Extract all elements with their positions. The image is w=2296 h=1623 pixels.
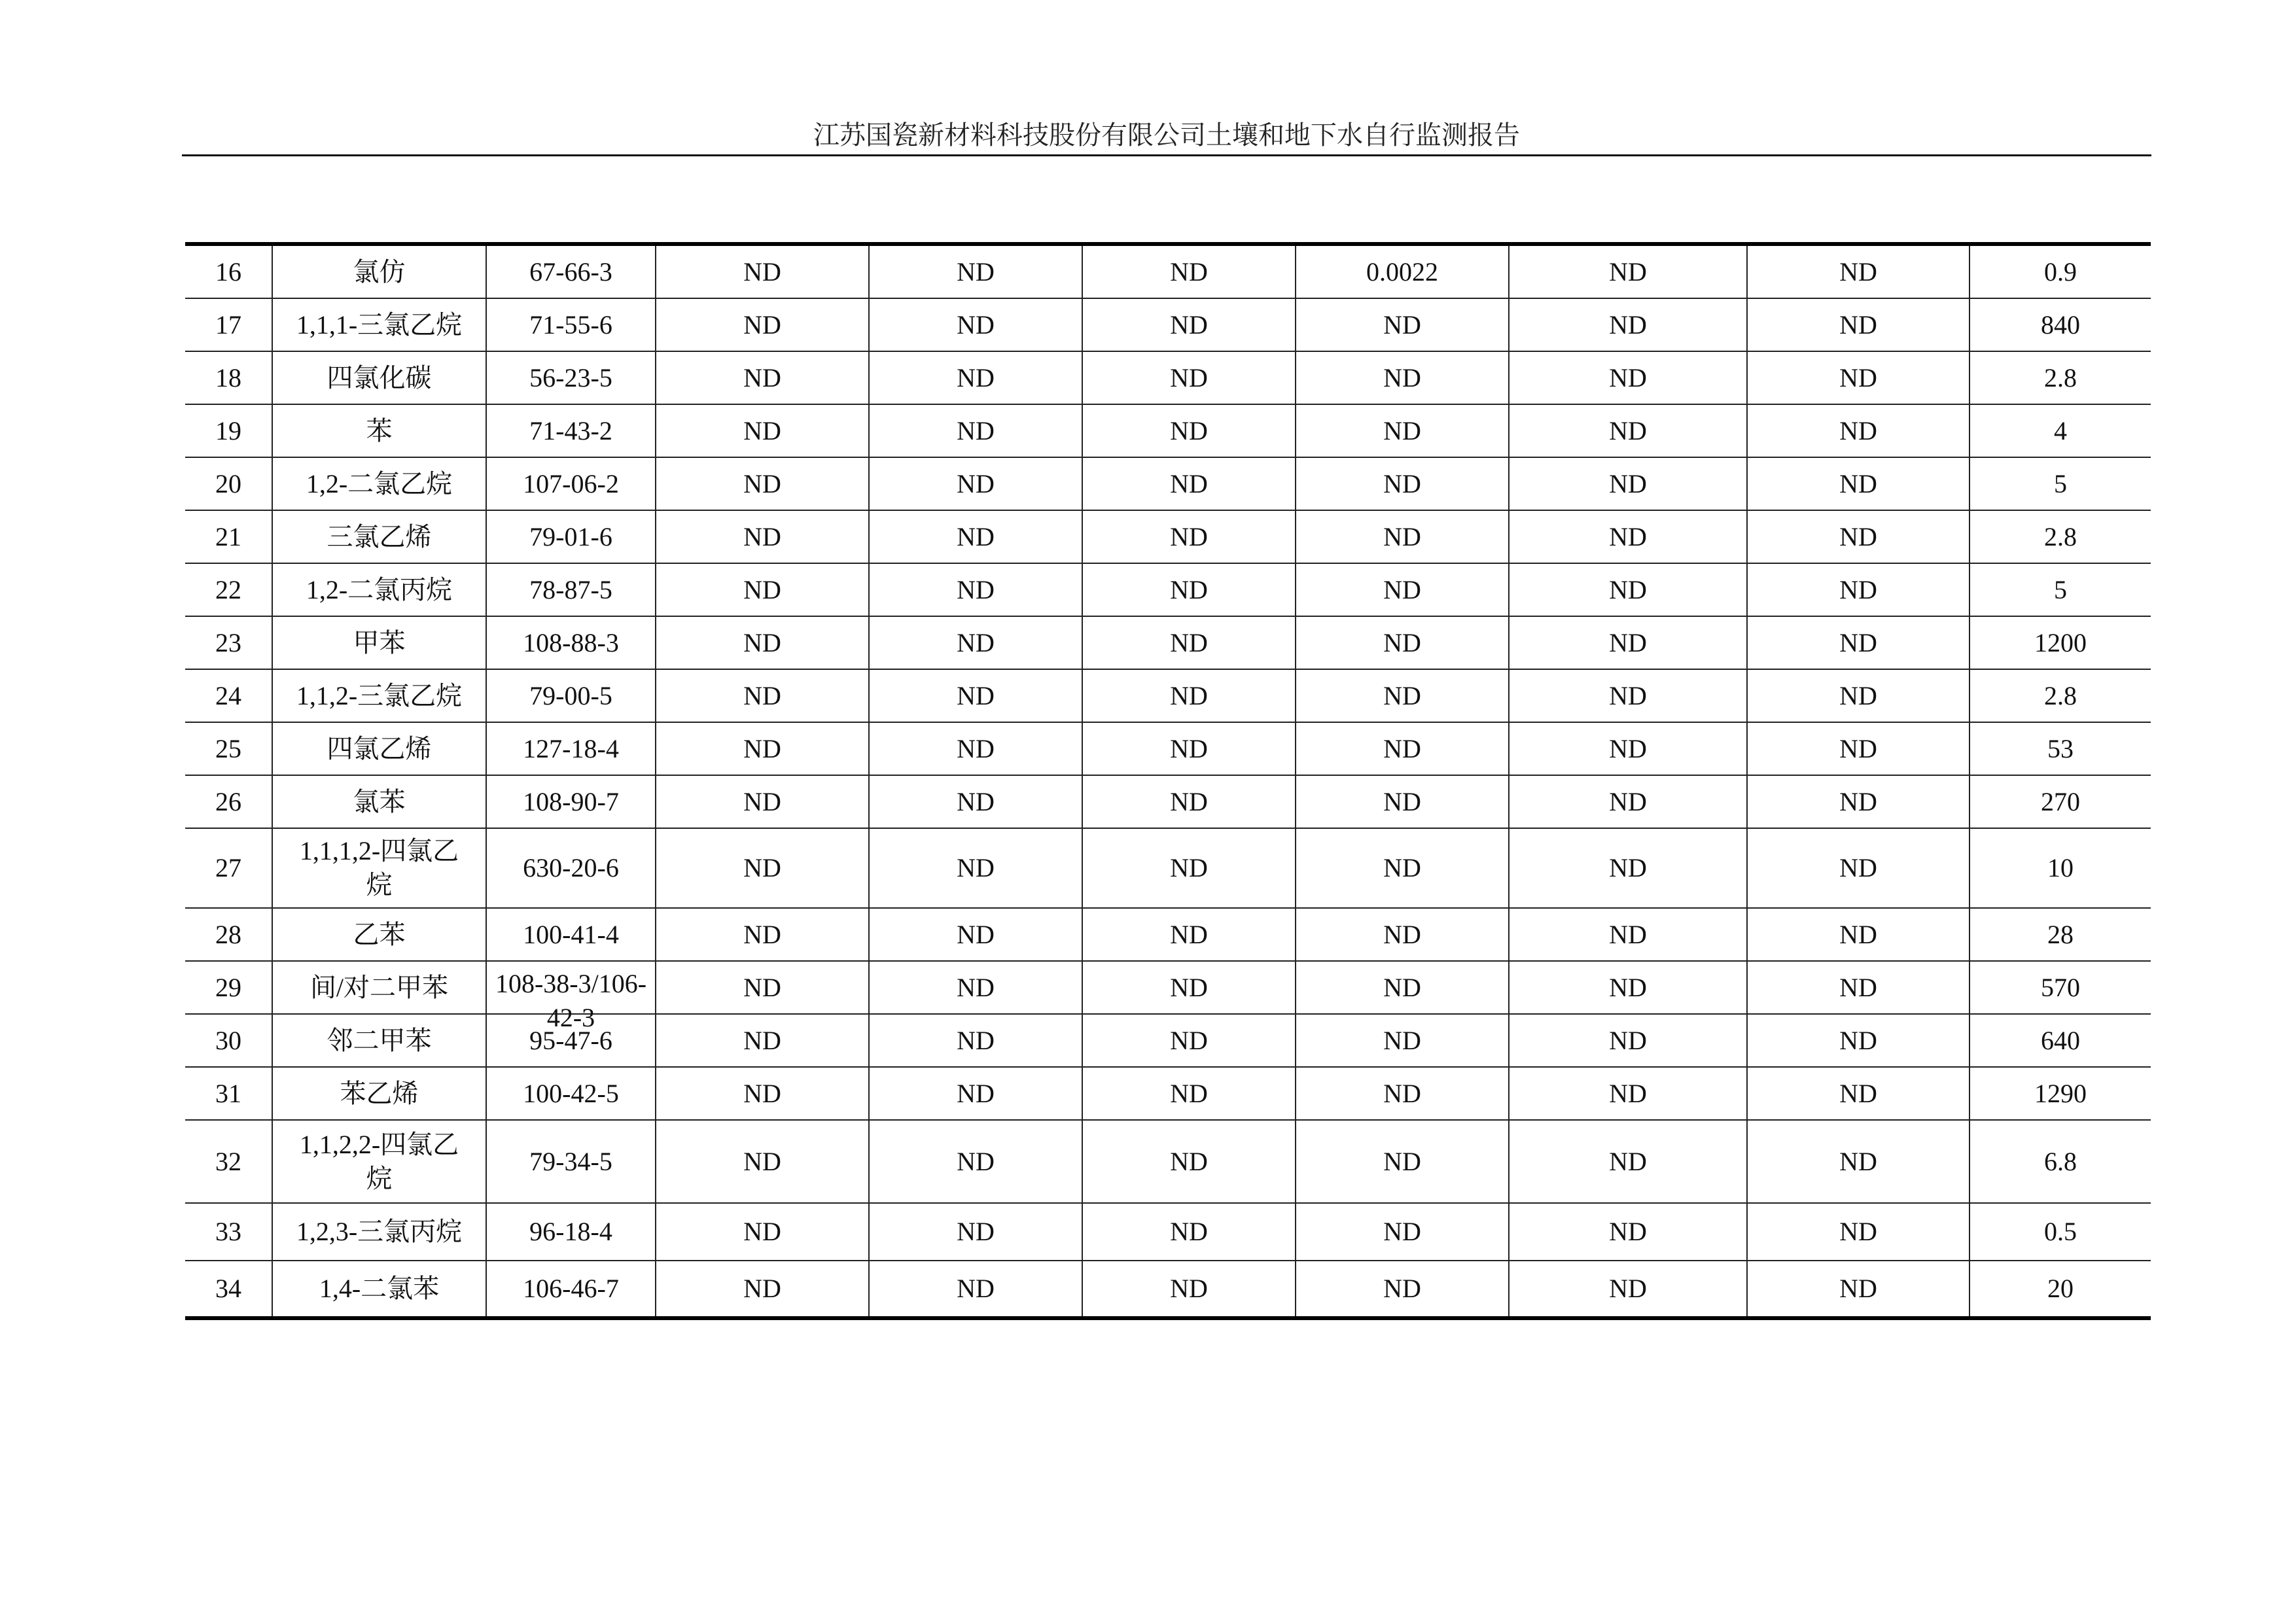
sample-value: ND xyxy=(1747,404,1969,457)
sample-value: ND xyxy=(869,1203,1082,1261)
pollutant-name-line: 烷 xyxy=(366,1163,393,1193)
sample-value: ND xyxy=(1082,351,1296,404)
pollutant-name: 邻二甲苯 xyxy=(272,1014,486,1067)
table-row xyxy=(185,510,2151,563)
sample-value: ND xyxy=(1296,1203,1509,1261)
pollutant-name: 1,1,2-三氯乙烷 xyxy=(272,669,486,722)
sample-value: ND xyxy=(656,244,869,298)
table-row xyxy=(185,351,2151,404)
table-row xyxy=(185,1261,2151,1318)
sample-value: ND xyxy=(1296,1014,1509,1067)
pollutant-name-line: 1,1,2,2-四氯乙 xyxy=(299,1129,459,1159)
sample-value: ND xyxy=(656,828,869,908)
sample-value: ND xyxy=(1509,510,1747,563)
cas-number: 100-41-4 xyxy=(486,908,656,961)
sample-value: ND xyxy=(1296,828,1509,908)
standard-limit: 1200 xyxy=(1969,616,2151,669)
standard-limit: 2.8 xyxy=(1969,351,2151,404)
pollutant-name: 苯乙烯 xyxy=(272,1067,486,1120)
standard-limit: 570 xyxy=(1969,961,2151,1014)
cas-number: 106-46-7 xyxy=(486,1261,656,1318)
cas-number: 96-18-4 xyxy=(486,1203,656,1261)
cas-number: 56-23-5 xyxy=(486,351,656,404)
table-row xyxy=(185,298,2151,351)
pollutant-name: 四氯化碳 xyxy=(272,351,486,404)
sample-value: ND xyxy=(1296,908,1509,961)
sample-value: ND xyxy=(869,669,1082,722)
cas-number: 108-88-3 xyxy=(486,616,656,669)
cas-number: 79-34-5 xyxy=(486,1120,656,1203)
sample-value: 0.0022 xyxy=(1296,244,1509,298)
sample-value: ND xyxy=(869,457,1082,510)
row-number: 27 xyxy=(185,828,272,908)
table-row xyxy=(185,1120,2151,1203)
sample-value: ND xyxy=(1509,616,1747,669)
sample-value: ND xyxy=(1082,775,1296,828)
cas-number: 630-20-6 xyxy=(486,828,656,908)
sample-value: ND xyxy=(869,404,1082,457)
sample-value: ND xyxy=(1082,722,1296,775)
sample-value: ND xyxy=(1296,1120,1509,1203)
sample-value: ND xyxy=(869,908,1082,961)
sample-value: ND xyxy=(1747,298,1969,351)
sample-value: ND xyxy=(1509,298,1747,351)
sample-value: ND xyxy=(656,1261,869,1318)
cas-number: 79-01-6 xyxy=(486,510,656,563)
sample-value: ND xyxy=(656,404,869,457)
sample-value: ND xyxy=(656,298,869,351)
sample-value: ND xyxy=(1509,1120,1747,1203)
sample-value: ND xyxy=(1747,563,1969,616)
row-number: 23 xyxy=(185,616,272,669)
sample-value: ND xyxy=(1747,510,1969,563)
sample-value: ND xyxy=(1509,1203,1747,1261)
sample-value: ND xyxy=(1747,1120,1969,1203)
sample-value: ND xyxy=(869,1014,1082,1067)
table-row xyxy=(185,1203,2151,1261)
sample-value: ND xyxy=(1296,351,1509,404)
sample-value: ND xyxy=(869,722,1082,775)
sample-value: ND xyxy=(656,616,869,669)
sample-value: ND xyxy=(1747,616,1969,669)
table-row xyxy=(185,961,2151,1014)
table-row xyxy=(185,404,2151,457)
table-row xyxy=(185,669,2151,722)
sample-value: ND xyxy=(656,1120,869,1203)
sample-value: ND xyxy=(869,616,1082,669)
pollutant-name: 氯苯 xyxy=(272,775,486,828)
sample-value: ND xyxy=(1082,616,1296,669)
table-row xyxy=(185,775,2151,828)
sample-value: ND xyxy=(869,351,1082,404)
cas-number: 95-47-6 xyxy=(486,1014,656,1067)
standard-limit: 270 xyxy=(1969,775,2151,828)
sample-value: ND xyxy=(1747,244,1969,298)
table-row xyxy=(185,457,2151,510)
cas-number-text: 108-38-3/106-42-3 xyxy=(495,969,647,1032)
sample-value: ND xyxy=(1082,908,1296,961)
sample-value: ND xyxy=(1747,1067,1969,1120)
sample-value: ND xyxy=(1296,457,1509,510)
sample-value: ND xyxy=(1509,908,1747,961)
sample-value: ND xyxy=(1509,1261,1747,1318)
sample-value: ND xyxy=(1296,1067,1509,1120)
sample-value: ND xyxy=(1509,1067,1747,1120)
sample-value: ND xyxy=(656,1203,869,1261)
sample-value: ND xyxy=(1082,244,1296,298)
standard-limit: 10 xyxy=(1969,828,2151,908)
sample-value: ND xyxy=(1082,1261,1296,1318)
sample-value: ND xyxy=(1747,722,1969,775)
row-number: 16 xyxy=(185,244,272,298)
sample-value: ND xyxy=(1296,722,1509,775)
sample-value: ND xyxy=(656,908,869,961)
sample-value: ND xyxy=(656,961,869,1014)
pollutant-name: 1,1,1-三氯乙烷 xyxy=(272,298,486,351)
row-number: 33 xyxy=(185,1203,272,1261)
sample-value: ND xyxy=(1509,1014,1747,1067)
sample-value: ND xyxy=(1747,1261,1969,1318)
standard-limit: 640 xyxy=(1969,1014,2151,1067)
row-number: 28 xyxy=(185,908,272,961)
table-row xyxy=(185,908,2151,961)
table-row xyxy=(185,1067,2151,1120)
sample-value: ND xyxy=(1509,669,1747,722)
cas-number: 107-06-2 xyxy=(486,457,656,510)
pollutant-name: 三氯乙烯 xyxy=(272,510,486,563)
table-row xyxy=(185,563,2151,616)
sample-value: ND xyxy=(869,510,1082,563)
sample-value: ND xyxy=(656,722,869,775)
sample-value: ND xyxy=(1747,1014,1969,1067)
sample-value: ND xyxy=(1296,669,1509,722)
sample-value: ND xyxy=(1509,404,1747,457)
sample-value: ND xyxy=(869,828,1082,908)
pollutant-name: 甲苯 xyxy=(272,616,486,669)
cas-number xyxy=(486,961,656,1032)
sample-value: ND xyxy=(656,563,869,616)
standard-limit: 0.5 xyxy=(1969,1203,2151,1261)
sample-value: ND xyxy=(1082,1120,1296,1203)
table-row xyxy=(185,616,2151,669)
row-number: 29 xyxy=(185,961,272,1014)
sample-value: ND xyxy=(1296,961,1509,1014)
sample-value: ND xyxy=(1747,669,1969,722)
sample-value: ND xyxy=(869,298,1082,351)
row-number: 25 xyxy=(185,722,272,775)
sample-value: ND xyxy=(1082,1203,1296,1261)
sample-value: ND xyxy=(1082,828,1296,908)
row-number: 21 xyxy=(185,510,272,563)
table-row xyxy=(185,244,2151,298)
standard-limit: 1290 xyxy=(1969,1067,2151,1120)
sample-value: ND xyxy=(869,1261,1082,1318)
cas-number: 108-90-7 xyxy=(486,775,656,828)
table-row xyxy=(185,722,2151,775)
sample-value: ND xyxy=(1296,616,1509,669)
row-number: 19 xyxy=(185,404,272,457)
pollutant-name: 1,2,3-三氯丙烷 xyxy=(272,1203,486,1261)
standard-limit: 53 xyxy=(1969,722,2151,775)
sample-value: ND xyxy=(656,510,869,563)
sample-value: ND xyxy=(1747,908,1969,961)
sample-value: ND xyxy=(1747,351,1969,404)
sample-value: ND xyxy=(1747,457,1969,510)
standard-limit: 2.8 xyxy=(1969,510,2151,563)
cas-number: 100-42-5 xyxy=(486,1067,656,1120)
sample-value: ND xyxy=(869,563,1082,616)
pollutant-name: 1,2-二氯丙烷 xyxy=(272,563,486,616)
row-number: 26 xyxy=(185,775,272,828)
standard-limit: 20 xyxy=(1969,1261,2151,1318)
row-number: 32 xyxy=(185,1120,272,1203)
cas-number: 67-66-3 xyxy=(486,244,656,298)
pollutant-name: 苯 xyxy=(272,404,486,457)
sample-value: ND xyxy=(1296,563,1509,616)
sample-value: ND xyxy=(1082,1067,1296,1120)
sample-value: ND xyxy=(869,961,1082,1014)
row-number: 22 xyxy=(185,563,272,616)
pollutant-name-line: 1,1,1,2-四氯乙 xyxy=(299,836,459,865)
standard-limit: 840 xyxy=(1969,298,2151,351)
pollutant-name: 氯仿 xyxy=(272,244,486,298)
pollutant-name: 1,4-二氯苯 xyxy=(272,1261,486,1318)
sample-value: ND xyxy=(656,351,869,404)
sample-value: ND xyxy=(1082,298,1296,351)
sample-value: ND xyxy=(1082,404,1296,457)
cas-number: 127-18-4 xyxy=(486,722,656,775)
table-row xyxy=(185,828,2151,908)
monitoring-results-table xyxy=(185,242,2151,1320)
sample-value: ND xyxy=(869,1120,1082,1203)
row-number: 20 xyxy=(185,457,272,510)
sample-value: ND xyxy=(1747,775,1969,828)
sample-value: ND xyxy=(1509,563,1747,616)
standard-limit: 28 xyxy=(1969,908,2151,961)
sample-value: ND xyxy=(1082,563,1296,616)
sample-value: ND xyxy=(1082,669,1296,722)
sample-value: ND xyxy=(1082,1014,1296,1067)
sample-value: ND xyxy=(1082,457,1296,510)
pollutant-name-line: 烷 xyxy=(366,870,393,899)
row-number: 17 xyxy=(185,298,272,351)
sample-value: ND xyxy=(656,669,869,722)
pollutant-name: 四氯乙烯 xyxy=(272,722,486,775)
pollutant-name xyxy=(272,828,486,908)
sample-value: ND xyxy=(1509,244,1747,298)
sample-value: ND xyxy=(1509,828,1747,908)
sample-value: ND xyxy=(1509,961,1747,1014)
sample-value: ND xyxy=(1296,775,1509,828)
pollutant-name: 1,2-二氯乙烷 xyxy=(272,457,486,510)
standard-limit: 0.9 xyxy=(1969,244,2151,298)
sample-value: ND xyxy=(656,457,869,510)
header-divider xyxy=(182,154,2151,156)
row-number: 24 xyxy=(185,669,272,722)
standard-limit: 6.8 xyxy=(1969,1120,2151,1203)
sample-value: ND xyxy=(1747,961,1969,1014)
pollutant-name xyxy=(272,1120,486,1203)
page-header-title: 江苏国瓷新材料科技股份有限公司土壤和地下水自行监测报告 xyxy=(813,120,1520,150)
pollutant-name: 乙苯 xyxy=(272,908,486,961)
sample-value: ND xyxy=(869,244,1082,298)
sample-value: ND xyxy=(1747,828,1969,908)
sample-value: ND xyxy=(1509,722,1747,775)
sample-value: ND xyxy=(1296,298,1509,351)
row-number: 18 xyxy=(185,351,272,404)
sample-value: ND xyxy=(869,1067,1082,1120)
row-number: 34 xyxy=(185,1261,272,1318)
standard-limit: 5 xyxy=(1969,563,2151,616)
sample-value: ND xyxy=(1296,510,1509,563)
standard-limit: 4 xyxy=(1969,404,2151,457)
sample-value: ND xyxy=(656,775,869,828)
cas-number: 71-55-6 xyxy=(486,298,656,351)
sample-value: ND xyxy=(1509,775,1747,828)
table-row xyxy=(185,1014,2151,1067)
sample-value: ND xyxy=(656,1067,869,1120)
standard-limit: 5 xyxy=(1969,457,2151,510)
cas-number: 78-87-5 xyxy=(486,563,656,616)
pollutant-name: 间/对二甲苯 xyxy=(272,961,486,1014)
cas-number: 79-00-5 xyxy=(486,669,656,722)
sample-value: ND xyxy=(1082,510,1296,563)
sample-value: ND xyxy=(1509,457,1747,510)
row-number: 30 xyxy=(185,1014,272,1067)
cas-number: 71-43-2 xyxy=(486,404,656,457)
sample-value: ND xyxy=(1747,1203,1969,1261)
sample-value: ND xyxy=(656,1014,869,1067)
standard-limit: 2.8 xyxy=(1969,669,2151,722)
sample-value: ND xyxy=(1296,1261,1509,1318)
row-number: 31 xyxy=(185,1067,272,1120)
sample-value: ND xyxy=(1509,351,1747,404)
sample-value: ND xyxy=(869,775,1082,828)
sample-value: ND xyxy=(1082,961,1296,1014)
sample-value: ND xyxy=(1296,404,1509,457)
